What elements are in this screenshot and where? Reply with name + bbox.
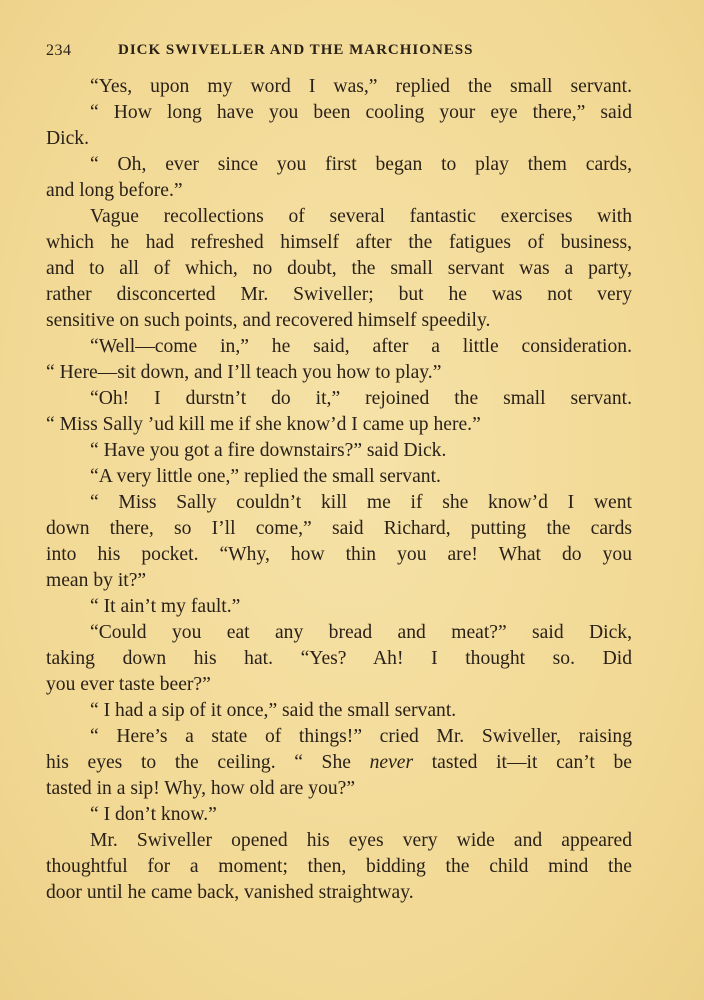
text-line: Vague recollections of several fantastic exercises with	[90, 206, 632, 227]
text-line: “ I had a sip of it once,” said the small servant.	[90, 700, 457, 721]
text-line: rather disconcerted Mr. Swiveller; but he was not very	[46, 284, 632, 305]
text-line: thoughtful for a moment; then, bidding the child mind the	[46, 856, 632, 877]
text-line: “Could you eat any bread and meat?” said Dick,	[90, 622, 632, 643]
page-header	[46, 40, 636, 64]
text-line: “ Have you got a fire downstairs?” said Dick.	[90, 440, 447, 461]
text-line: “ Oh, ever since you first began to play them cards,	[90, 154, 632, 175]
text-fragment: his eyes to the ceiling. “ She	[46, 752, 370, 773]
text-line: “ It ain’t my fault.”	[90, 596, 241, 617]
text-line: “A very little one,” replied the small servant.	[90, 466, 441, 487]
text-line: which he had refreshed himself after the fatigues of business,	[46, 232, 632, 253]
text-line: sensitive on such points, and recovered himself speedily.	[46, 310, 491, 331]
text-line: “ Miss Sally ’ud kill me if she know’d I came up here.”	[46, 414, 481, 435]
text-line: “Oh! I durstn’t do it,” rejoined the small servant.	[90, 388, 632, 409]
emphasis-text: never	[369, 752, 414, 773]
text-line: door until he came back, vanished straightway.	[46, 882, 414, 903]
text-line: down there, so I’ll come,” said Richard, putting the cards	[46, 518, 632, 539]
text-fragment: tasted it—it can’t be	[413, 752, 633, 773]
text-line: “ Here’s a state of things!” cried Mr. Swiveller, raising	[90, 726, 632, 747]
text-line: “ How long have you been cooling your eye there,” said	[90, 102, 632, 123]
text-line: “ Here—sit down, and I’ll teach you how to play.”	[46, 362, 442, 383]
text-line: Dick.	[46, 128, 89, 149]
text-line: you ever taste beer?”	[46, 674, 211, 695]
text-line: into his pocket. “Why, how thin you are! What do you	[46, 544, 632, 565]
text-line: “Well—come in,” he said, after a little consideration.	[90, 336, 632, 357]
text-line: “Yes, upon my word I was,” replied the small servant.	[90, 76, 632, 97]
text-line: and long before.”	[46, 180, 183, 201]
text-line: “ Miss Sally couldn’t kill me if she know’d I went	[90, 492, 632, 513]
text-line: mean by it?”	[46, 570, 147, 591]
text-line: tasted in a sip! Why, how old are you?”	[46, 778, 356, 799]
text-line: Mr. Swiveller opened his eyes very wide and appeared	[90, 830, 632, 851]
running-title: DICK SWIVELLER AND THE MARCHIONESS	[118, 42, 474, 58]
text-line: “ I don’t know.”	[90, 804, 217, 825]
text-line: and to all of which, no doubt, the small servant was a party,	[46, 258, 632, 279]
text-line	[46, 750, 632, 776]
text-line: taking down his hat. “Yes? Ah! I thought so. Did	[46, 648, 632, 669]
body-text	[46, 74, 632, 906]
page-number: 234	[46, 42, 72, 59]
